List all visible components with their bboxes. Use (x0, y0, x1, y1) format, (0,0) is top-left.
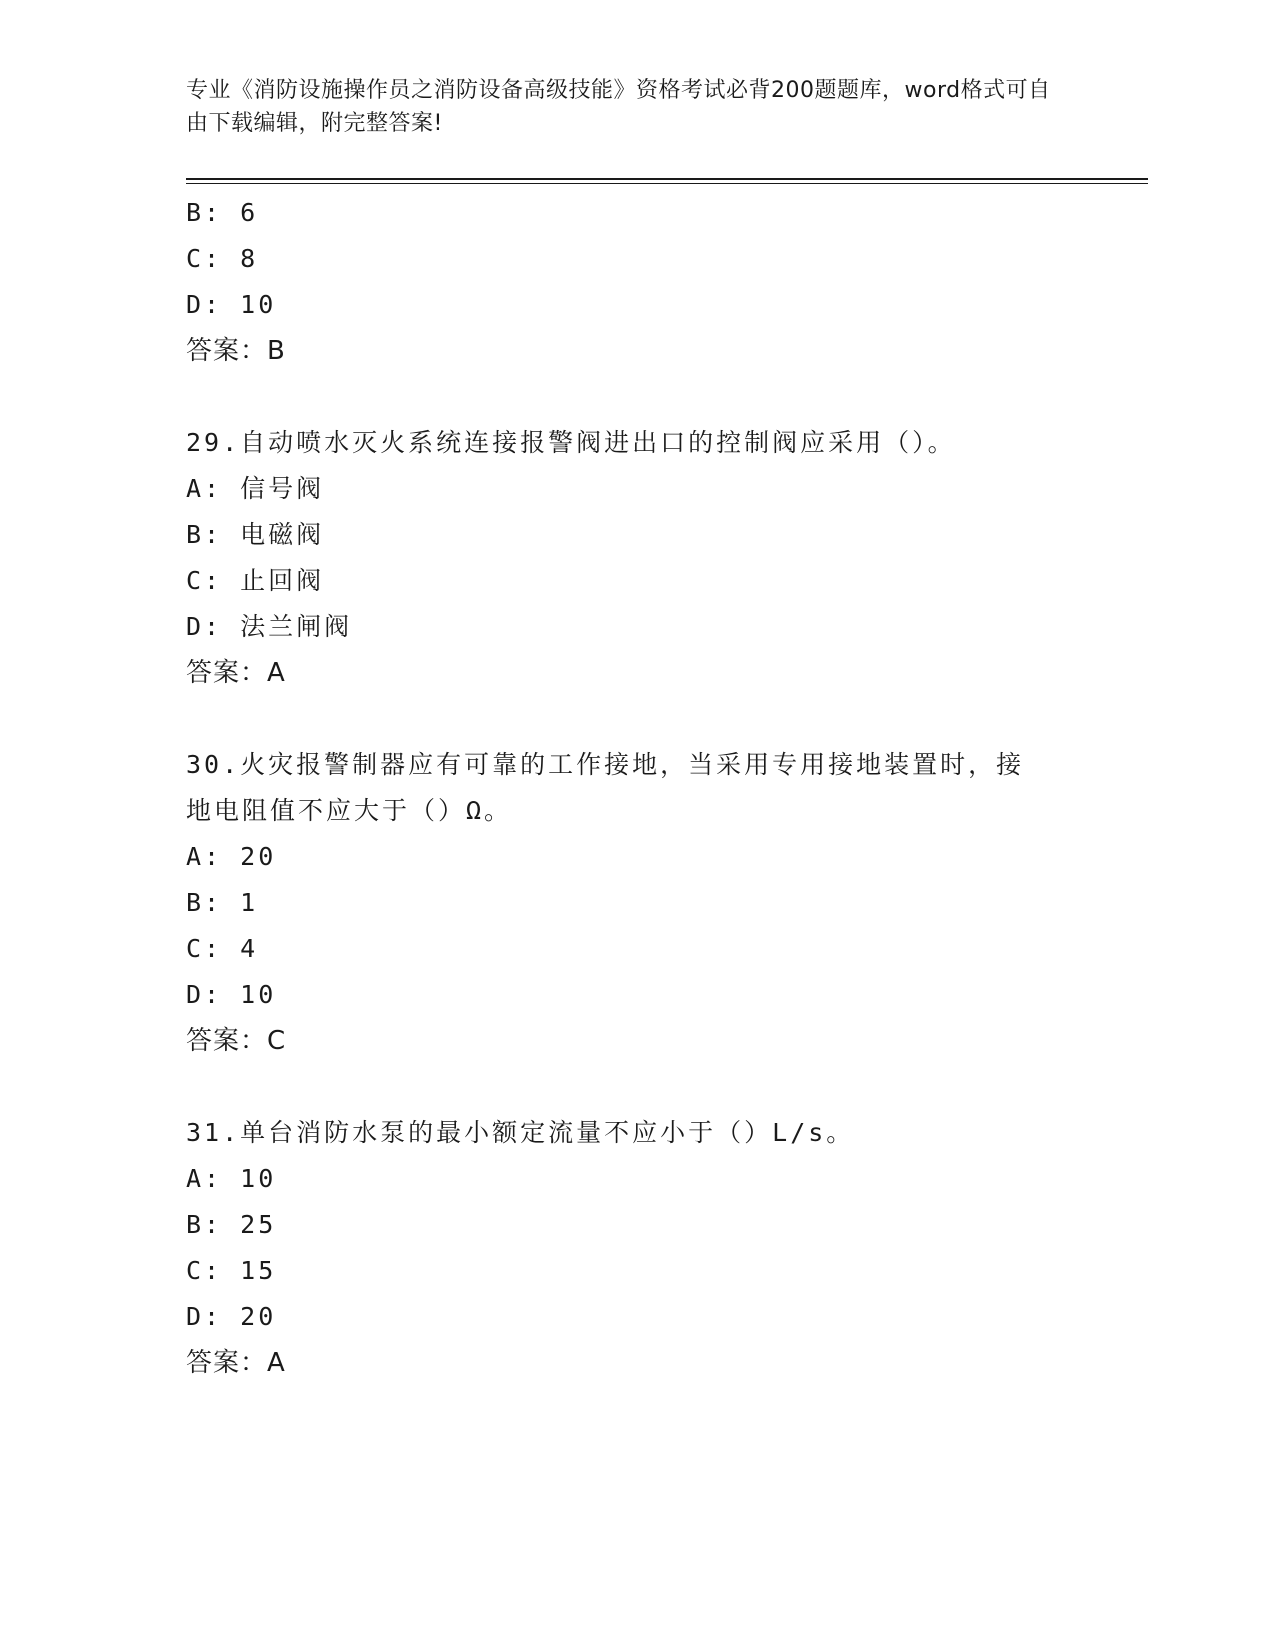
question-text: 31.单台消防水泵的最小额定流量不应小于（）L/s。 (186, 1118, 855, 1147)
option-b: B: 6 (186, 198, 259, 227)
question-text: 30.火灾报警制器应有可靠的工作接地，当采用专用接地装置时，接地电阻值不应大于（）Ω。 (186, 750, 1025, 825)
question-block-28-continued (186, 190, 1086, 374)
spacer (186, 696, 1086, 742)
header-divider-thick (186, 178, 1148, 180)
question-text: 29.自动喷水灭火系统连接报警阀进出口的控制阀应采用（）。 (186, 428, 956, 457)
answer-line: 答案：A (186, 1348, 286, 1378)
option-c: C: 4 (186, 934, 259, 963)
answer-line: 答案：C (186, 1026, 287, 1056)
answer-line: 答案：B (186, 336, 286, 366)
option-d: D: 10 (186, 980, 277, 1009)
option-c: C: 15 (186, 1256, 277, 1285)
option-a: A: 20 (186, 842, 277, 871)
option-b: B: 25 (186, 1210, 277, 1239)
answer-line: 答案：A (186, 658, 286, 688)
option-a: A: 10 (186, 1164, 277, 1193)
option-d: D: 法兰闸阀 (186, 612, 353, 641)
option-b: B: 1 (186, 888, 259, 917)
option-d: D: 20 (186, 1302, 277, 1331)
option-b: B: 电磁阀 (186, 520, 325, 549)
option-c: C: 8 (186, 244, 259, 273)
spacer (186, 374, 1086, 420)
header-divider-thin (186, 183, 1148, 184)
question-block-29 (186, 420, 1086, 696)
option-c: C: 止回阀 (186, 566, 325, 595)
question-content (186, 190, 1086, 1386)
option-a: A: 信号阀 (186, 474, 325, 503)
option-d: D: 10 (186, 290, 277, 319)
spacer (186, 1064, 1086, 1110)
document-header: 专业《消防设施操作员之消防设备高级技能》资格考试必背200题题库，word格式可自由下载编辑，附完整答案! (186, 78, 1051, 136)
question-block-30 (186, 742, 1086, 1064)
question-block-31 (186, 1110, 1086, 1386)
